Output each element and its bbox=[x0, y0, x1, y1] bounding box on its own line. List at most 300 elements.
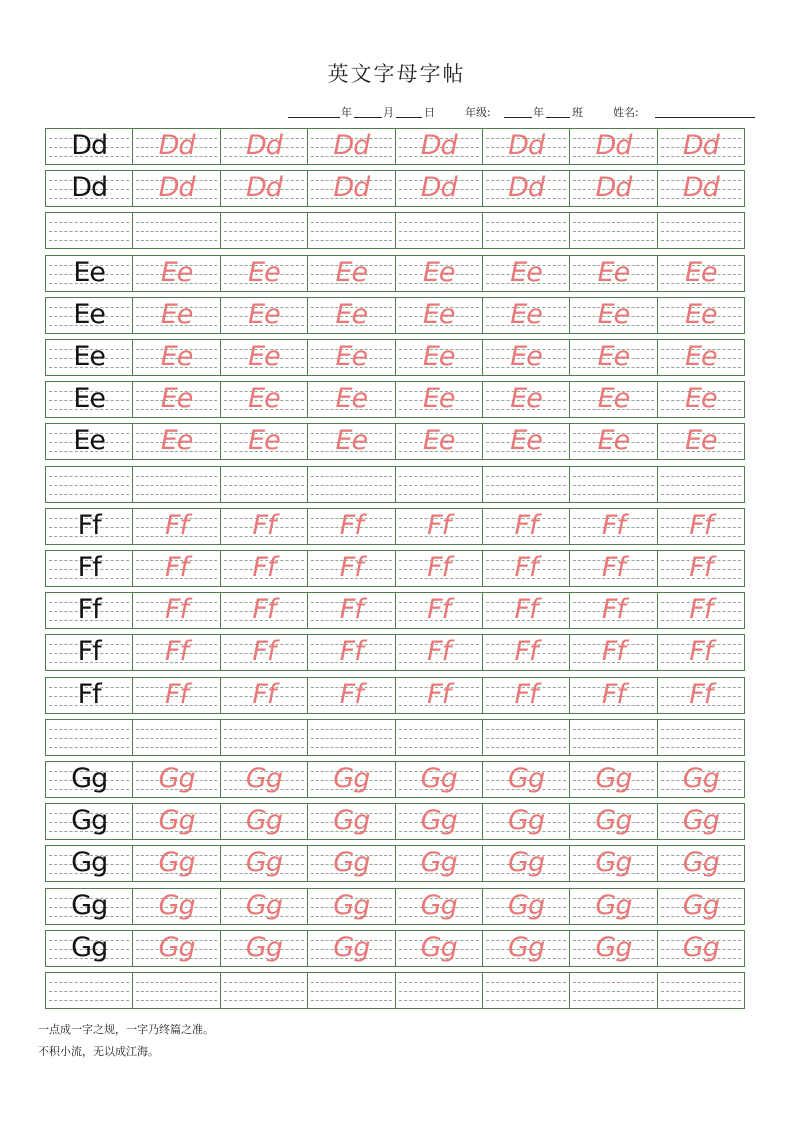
writing-cell[interactable] bbox=[132, 762, 219, 797]
practice-row-Gg bbox=[45, 930, 745, 967]
writing-cell[interactable] bbox=[220, 298, 307, 333]
writing-cell[interactable] bbox=[569, 635, 656, 670]
writing-cell[interactable] bbox=[395, 635, 482, 670]
writing-cell[interactable] bbox=[307, 129, 394, 164]
trace-letter: Ff bbox=[165, 552, 189, 583]
writing-cell[interactable] bbox=[46, 340, 132, 375]
writing-cell[interactable] bbox=[220, 509, 307, 544]
writing-cell[interactable] bbox=[46, 551, 132, 586]
trace-letter: Gg bbox=[333, 763, 370, 794]
model-letter: Ff bbox=[77, 594, 101, 626]
guide-line bbox=[49, 222, 129, 223]
trace-letter: Ff bbox=[252, 636, 276, 668]
writing-cell[interactable] bbox=[569, 424, 656, 459]
writing-cell[interactable] bbox=[220, 213, 307, 248]
model-letter: Ee bbox=[73, 425, 106, 457]
trace-letter: Gg bbox=[158, 805, 195, 837]
year-label: 年 bbox=[341, 106, 352, 119]
writing-cell[interactable] bbox=[657, 298, 744, 333]
writing-cell[interactable] bbox=[395, 467, 482, 502]
writing-cell[interactable] bbox=[482, 762, 569, 797]
trace-letter: Ff bbox=[339, 509, 363, 541]
writing-cell[interactable] bbox=[482, 846, 569, 881]
writing-cell[interactable] bbox=[482, 298, 569, 333]
writing-cell[interactable] bbox=[132, 382, 219, 417]
writing-cell[interactable] bbox=[307, 720, 394, 755]
writing-cell[interactable] bbox=[395, 931, 482, 966]
practice-row-Ee bbox=[45, 255, 745, 292]
trace-letter: Gg bbox=[333, 805, 370, 837]
practice-row-Gg bbox=[45, 845, 745, 882]
writing-cell[interactable] bbox=[46, 298, 132, 333]
writing-cell[interactable] bbox=[482, 467, 569, 502]
writing-cell[interactable] bbox=[569, 678, 656, 713]
guide-line bbox=[311, 222, 391, 223]
guide-line bbox=[311, 982, 391, 983]
writing-cell[interactable] bbox=[657, 382, 744, 417]
writing-cell[interactable] bbox=[657, 551, 744, 586]
writing-cell[interactable] bbox=[132, 931, 219, 966]
guide-line bbox=[49, 1000, 129, 1001]
guide-line bbox=[661, 485, 741, 486]
trace-letter: Ff bbox=[514, 552, 538, 583]
writing-cell[interactable] bbox=[657, 467, 744, 502]
writing-cell[interactable] bbox=[657, 593, 744, 628]
writing-cell[interactable] bbox=[569, 509, 656, 544]
trace-letter: Gg bbox=[682, 931, 719, 963]
guide-line bbox=[661, 222, 741, 223]
writing-cell[interactable] bbox=[220, 931, 307, 966]
guide-line bbox=[224, 729, 304, 730]
guide-line bbox=[399, 1000, 479, 1001]
writing-cell[interactable] bbox=[657, 340, 744, 375]
trace-letter: Ee bbox=[422, 298, 455, 330]
writing-cell[interactable] bbox=[220, 889, 307, 924]
month-blank[interactable] bbox=[354, 117, 382, 118]
writing-cell[interactable] bbox=[395, 720, 482, 755]
trace-letter: Ff bbox=[514, 509, 538, 541]
practice-row-Dd bbox=[45, 170, 745, 207]
model-letter: Ee bbox=[73, 298, 106, 330]
trace-letter: Ee bbox=[160, 256, 193, 288]
writing-cell[interactable] bbox=[132, 424, 219, 459]
writing-cell[interactable] bbox=[220, 129, 307, 164]
trace-letter: Ff bbox=[252, 678, 276, 710]
writing-cell[interactable] bbox=[307, 467, 394, 502]
name-blank[interactable] bbox=[655, 117, 755, 118]
writing-cell[interactable] bbox=[657, 171, 744, 206]
writing-cell[interactable] bbox=[395, 298, 482, 333]
writing-cell[interactable] bbox=[46, 129, 132, 164]
writing-cell[interactable] bbox=[569, 382, 656, 417]
trace-letter: Dd bbox=[682, 172, 719, 204]
writing-cell[interactable] bbox=[307, 382, 394, 417]
name-label: 姓名: bbox=[613, 106, 639, 119]
writing-cell[interactable] bbox=[46, 424, 132, 459]
writing-cell[interactable] bbox=[569, 213, 656, 248]
writing-cell[interactable] bbox=[395, 171, 482, 206]
practice-row-Ff bbox=[45, 550, 745, 587]
trace-letter: Ff bbox=[252, 509, 276, 541]
trace-letter: Ee bbox=[248, 256, 280, 288]
writing-cell[interactable] bbox=[482, 424, 569, 459]
writing-cell[interactable] bbox=[307, 298, 394, 333]
writing-cell[interactable] bbox=[46, 762, 132, 797]
trace-letter: Ee bbox=[510, 298, 542, 330]
writing-cell[interactable] bbox=[220, 678, 307, 713]
writing-cell[interactable] bbox=[395, 424, 482, 459]
writing-cell[interactable] bbox=[482, 678, 569, 713]
writing-cell[interactable] bbox=[46, 171, 132, 206]
guide-line bbox=[311, 991, 391, 992]
guide-line bbox=[661, 982, 741, 983]
writing-cell[interactable] bbox=[220, 467, 307, 502]
writing-cell[interactable] bbox=[569, 973, 656, 1008]
writing-cell[interactable] bbox=[46, 889, 132, 924]
model-letter: Gg bbox=[71, 931, 108, 963]
practice-row-Ee bbox=[45, 339, 745, 376]
writing-cell[interactable] bbox=[657, 256, 744, 291]
guide-line bbox=[49, 240, 129, 241]
guide-line bbox=[661, 476, 741, 477]
writing-cell[interactable] bbox=[657, 720, 744, 755]
writing-cell[interactable] bbox=[307, 973, 394, 1008]
trace-letter: Dd bbox=[682, 130, 719, 161]
writing-cell[interactable] bbox=[46, 593, 132, 628]
model-letter: Ee bbox=[73, 256, 106, 288]
trace-letter: Ee bbox=[248, 425, 280, 457]
writing-cell[interactable] bbox=[482, 593, 569, 628]
guide-line bbox=[311, 1000, 391, 1001]
class-blank[interactable] bbox=[546, 117, 570, 118]
trace-letter: Ff bbox=[601, 594, 625, 626]
writing-cell[interactable] bbox=[657, 889, 744, 924]
writing-cell[interactable] bbox=[307, 804, 394, 839]
writing-cell[interactable] bbox=[132, 340, 219, 375]
writing-cell[interactable] bbox=[307, 213, 394, 248]
writing-cell[interactable] bbox=[132, 509, 219, 544]
guide-line bbox=[224, 494, 304, 495]
writing-cell[interactable] bbox=[46, 678, 132, 713]
writing-cell[interactable] bbox=[482, 129, 569, 164]
writing-cell[interactable] bbox=[395, 804, 482, 839]
writing-cell[interactable] bbox=[132, 973, 219, 1008]
blank-practice-row bbox=[45, 972, 745, 1009]
trace-letter: Gg bbox=[245, 763, 282, 794]
writing-cell[interactable] bbox=[46, 467, 132, 502]
writing-cell[interactable] bbox=[46, 973, 132, 1008]
writing-cell[interactable] bbox=[220, 720, 307, 755]
trace-letter: Ee bbox=[597, 298, 630, 330]
guide-line bbox=[486, 982, 566, 983]
writing-cell[interactable] bbox=[307, 635, 394, 670]
writing-cell[interactable] bbox=[569, 593, 656, 628]
writing-cell[interactable] bbox=[482, 340, 569, 375]
writing-cell[interactable] bbox=[132, 720, 219, 755]
guide-line bbox=[399, 485, 479, 486]
writing-cell[interactable] bbox=[220, 340, 307, 375]
writing-cell[interactable] bbox=[482, 509, 569, 544]
trace-letter: Ee bbox=[597, 341, 630, 372]
writing-cell[interactable] bbox=[307, 509, 394, 544]
writing-cell[interactable] bbox=[46, 382, 132, 417]
writing-cell[interactable] bbox=[395, 889, 482, 924]
trace-letter: Gg bbox=[245, 847, 282, 879]
writing-cell[interactable] bbox=[307, 762, 394, 797]
blank-practice-row bbox=[45, 212, 745, 249]
writing-cell[interactable] bbox=[307, 424, 394, 459]
trace-letter: Ee bbox=[248, 298, 280, 330]
writing-cell[interactable] bbox=[482, 551, 569, 586]
trace-letter: Ff bbox=[689, 678, 713, 710]
guide-line bbox=[311, 747, 391, 748]
writing-cell[interactable] bbox=[395, 509, 482, 544]
writing-cell[interactable] bbox=[46, 256, 132, 291]
trace-letter: Gg bbox=[245, 931, 282, 963]
writing-cell[interactable] bbox=[132, 804, 219, 839]
writing-cell[interactable] bbox=[657, 804, 744, 839]
trace-letter: Ee bbox=[160, 298, 193, 330]
writing-cell[interactable] bbox=[307, 551, 394, 586]
writing-cell[interactable] bbox=[307, 256, 394, 291]
writing-cell[interactable] bbox=[220, 593, 307, 628]
writing-cell[interactable] bbox=[307, 340, 394, 375]
writing-cell[interactable] bbox=[132, 171, 219, 206]
writing-cell[interactable] bbox=[307, 889, 394, 924]
trace-letter: Ff bbox=[601, 509, 625, 541]
writing-cell[interactable] bbox=[482, 804, 569, 839]
writing-cell[interactable] bbox=[132, 889, 219, 924]
writing-cell[interactable] bbox=[220, 973, 307, 1008]
trace-letter: Ff bbox=[252, 594, 276, 626]
trace-letter: Ff bbox=[339, 552, 363, 583]
grade-year-blank[interactable] bbox=[504, 117, 532, 118]
writing-cell[interactable] bbox=[657, 762, 744, 797]
writing-cell[interactable] bbox=[46, 804, 132, 839]
guide-line bbox=[399, 222, 479, 223]
trace-letter: Ff bbox=[165, 678, 189, 710]
trace-letter: Gg bbox=[682, 805, 719, 837]
model-letter: Gg bbox=[71, 889, 108, 921]
writing-cell[interactable] bbox=[657, 846, 744, 881]
writing-cell[interactable] bbox=[395, 846, 482, 881]
writing-cell[interactable] bbox=[569, 846, 656, 881]
practice-row-Ff bbox=[45, 508, 745, 545]
writing-cell[interactable] bbox=[46, 720, 132, 755]
guide-line bbox=[486, 729, 566, 730]
grade-label: 年级: bbox=[465, 106, 491, 119]
guide-line bbox=[136, 738, 216, 739]
trace-letter: Ee bbox=[684, 383, 717, 415]
trace-letter: Ff bbox=[514, 678, 538, 710]
writing-cell[interactable] bbox=[569, 762, 656, 797]
writing-cell[interactable] bbox=[220, 804, 307, 839]
trace-letter: Gg bbox=[158, 889, 195, 921]
writing-cell[interactable] bbox=[569, 467, 656, 502]
model-letter: Ff bbox=[77, 509, 101, 541]
guide-line bbox=[224, 738, 304, 739]
trace-letter: Gg bbox=[595, 763, 632, 794]
writing-cell[interactable] bbox=[132, 256, 219, 291]
writing-cell[interactable] bbox=[569, 129, 656, 164]
writing-cell[interactable] bbox=[482, 213, 569, 248]
writing-cell[interactable] bbox=[657, 424, 744, 459]
writing-cell[interactable] bbox=[657, 213, 744, 248]
trace-letter: Dd bbox=[245, 172, 282, 204]
guide-line bbox=[661, 747, 741, 748]
model-letter: Ff bbox=[77, 636, 101, 668]
trace-letter: Gg bbox=[508, 931, 545, 963]
writing-cell[interactable] bbox=[482, 171, 569, 206]
writing-cell[interactable] bbox=[395, 762, 482, 797]
guide-line bbox=[573, 476, 653, 477]
writing-cell[interactable] bbox=[482, 720, 569, 755]
writing-cell[interactable] bbox=[395, 256, 482, 291]
writing-cell[interactable] bbox=[307, 931, 394, 966]
writing-cell[interactable] bbox=[395, 213, 482, 248]
writing-cell[interactable] bbox=[307, 171, 394, 206]
writing-cell[interactable] bbox=[482, 382, 569, 417]
writing-cell[interactable] bbox=[132, 593, 219, 628]
writing-cell[interactable] bbox=[657, 635, 744, 670]
trace-letter: Gg bbox=[595, 805, 632, 837]
writing-cell[interactable] bbox=[132, 467, 219, 502]
trace-letter: Ff bbox=[427, 678, 451, 710]
guide-line bbox=[399, 991, 479, 992]
writing-cell[interactable] bbox=[569, 256, 656, 291]
guide-line bbox=[311, 485, 391, 486]
practice-row-Ff bbox=[45, 634, 745, 671]
writing-cell[interactable] bbox=[395, 973, 482, 1008]
trace-letter: Ee bbox=[248, 383, 280, 415]
writing-cell[interactable] bbox=[569, 340, 656, 375]
writing-cell[interactable] bbox=[657, 931, 744, 966]
writing-cell[interactable] bbox=[220, 635, 307, 670]
writing-cell[interactable] bbox=[220, 762, 307, 797]
trace-letter: Gg bbox=[158, 931, 195, 963]
writing-cell[interactable] bbox=[395, 551, 482, 586]
year-blank[interactable] bbox=[288, 117, 340, 118]
guide-line bbox=[661, 729, 741, 730]
guide-line bbox=[486, 222, 566, 223]
writing-cell[interactable] bbox=[569, 931, 656, 966]
guide-line bbox=[573, 231, 653, 232]
trace-letter: Dd bbox=[158, 130, 195, 161]
trace-letter: Gg bbox=[420, 805, 457, 837]
writing-cell[interactable] bbox=[395, 382, 482, 417]
guide-line bbox=[573, 494, 653, 495]
writing-cell[interactable] bbox=[569, 804, 656, 839]
guide-line bbox=[136, 747, 216, 748]
trace-letter: Gg bbox=[333, 931, 370, 963]
trace-letter: Ff bbox=[339, 594, 363, 626]
trace-letter: Ee bbox=[160, 383, 193, 415]
trace-letter: Gg bbox=[595, 847, 632, 879]
writing-cell[interactable] bbox=[395, 129, 482, 164]
trace-letter: Ee bbox=[510, 341, 542, 372]
guide-line bbox=[224, 982, 304, 983]
guide-line bbox=[224, 485, 304, 486]
writing-cell[interactable] bbox=[132, 551, 219, 586]
writing-cell[interactable] bbox=[220, 846, 307, 881]
writing-cell[interactable] bbox=[482, 931, 569, 966]
trace-letter: Ff bbox=[427, 636, 451, 668]
writing-cell[interactable] bbox=[569, 551, 656, 586]
writing-cell[interactable] bbox=[220, 424, 307, 459]
writing-cell[interactable] bbox=[569, 720, 656, 755]
writing-cell[interactable] bbox=[657, 973, 744, 1008]
trace-letter: Gg bbox=[508, 763, 545, 794]
writing-cell[interactable] bbox=[482, 973, 569, 1008]
writing-cell[interactable] bbox=[307, 678, 394, 713]
writing-cell[interactable] bbox=[46, 931, 132, 966]
writing-cell[interactable] bbox=[657, 509, 744, 544]
writing-cell[interactable] bbox=[132, 635, 219, 670]
writing-cell[interactable] bbox=[132, 213, 219, 248]
writing-cell[interactable] bbox=[569, 171, 656, 206]
writing-cell[interactable] bbox=[220, 551, 307, 586]
writing-cell[interactable] bbox=[482, 889, 569, 924]
writing-cell[interactable] bbox=[46, 635, 132, 670]
guide-line bbox=[573, 747, 653, 748]
guide-line bbox=[224, 747, 304, 748]
writing-cell[interactable] bbox=[569, 298, 656, 333]
guide-line bbox=[661, 231, 741, 232]
writing-cell[interactable] bbox=[395, 340, 482, 375]
trace-letter: Ee bbox=[422, 256, 455, 288]
trace-letter: Gg bbox=[508, 805, 545, 837]
trace-letter: Ee bbox=[422, 383, 455, 415]
writing-cell[interactable] bbox=[46, 509, 132, 544]
guide-line bbox=[136, 1000, 216, 1001]
guide-line bbox=[136, 476, 216, 477]
trace-letter: Ee bbox=[510, 256, 542, 288]
writing-cell[interactable] bbox=[569, 889, 656, 924]
trace-letter: Dd bbox=[595, 130, 632, 161]
writing-cell[interactable] bbox=[220, 171, 307, 206]
trace-letter: Dd bbox=[158, 172, 195, 204]
writing-cell[interactable] bbox=[395, 678, 482, 713]
writing-cell[interactable] bbox=[132, 846, 219, 881]
writing-cell[interactable] bbox=[307, 593, 394, 628]
trace-letter: Dd bbox=[245, 130, 282, 161]
guide-line bbox=[399, 729, 479, 730]
writing-cell[interactable] bbox=[482, 256, 569, 291]
writing-cell[interactable] bbox=[132, 298, 219, 333]
guide-line bbox=[486, 494, 566, 495]
writing-cell[interactable] bbox=[220, 382, 307, 417]
trace-letter: Gg bbox=[508, 847, 545, 879]
blank-practice-row bbox=[45, 466, 745, 503]
writing-cell[interactable] bbox=[46, 846, 132, 881]
guide-line bbox=[49, 494, 129, 495]
trace-letter: Gg bbox=[595, 931, 632, 963]
writing-cell[interactable] bbox=[307, 846, 394, 881]
day-blank[interactable] bbox=[396, 117, 422, 118]
trace-letter: Ee bbox=[335, 256, 368, 288]
writing-cell[interactable] bbox=[657, 678, 744, 713]
writing-cell[interactable] bbox=[46, 213, 132, 248]
writing-cell[interactable] bbox=[395, 593, 482, 628]
writing-cell[interactable] bbox=[132, 129, 219, 164]
guide-line bbox=[573, 222, 653, 223]
writing-cell[interactable] bbox=[220, 256, 307, 291]
guide-line bbox=[486, 991, 566, 992]
writing-cell[interactable] bbox=[482, 635, 569, 670]
writing-cell[interactable] bbox=[132, 678, 219, 713]
guide-line bbox=[573, 991, 653, 992]
writing-cell[interactable] bbox=[657, 129, 744, 164]
